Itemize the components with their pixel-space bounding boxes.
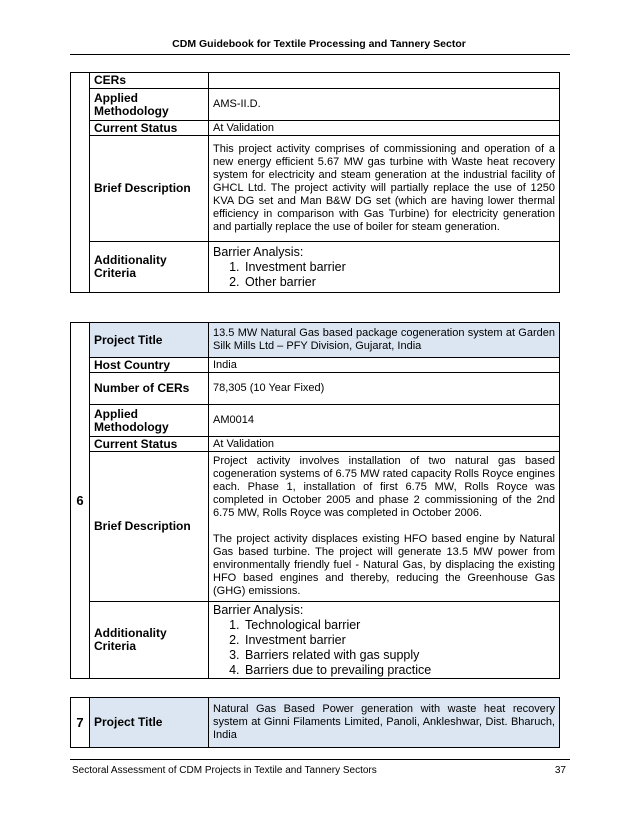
barrier-item: 2. Other barrier: [243, 275, 555, 290]
host-country-value: India: [209, 358, 560, 373]
additionality-criteria-value: [209, 602, 560, 679]
current-status-value: At Validation: [209, 121, 560, 136]
description-paragraph: Project activity involves installation of two natural gas based cogeneration systems of 6.75 MW rated capacity Rolls Royce engines each. Phase 1, installation of first 6.75 MW, Rolls Royce was completed in October 2005 and phase 2 commissioning of the 2nd 6.75 MW, Rolls Royce was completed in October 2006.: [213, 455, 555, 519]
description-paragraph: The project activity displaces existing HFO based engine by Natural Gas based turbine. The project will generate 13.5 MW power from environmentally friendly fuel - Natural Gas, by displacing the existing HFO based engines and thereby, reducing the Greenhouse Gas (GHG) emissions.: [213, 533, 555, 597]
project-number-cell: 7: [71, 698, 90, 748]
number-of-cers-value: [209, 73, 560, 89]
additionality-criteria-label: Additionality Criteria: [90, 242, 209, 293]
current-status-label: Current Status: [90, 121, 209, 136]
page-number: 37: [554, 765, 566, 776]
barrier-analysis-heading: Barrier Analysis:: [213, 602, 304, 617]
project-title-label: Project Title: [90, 323, 209, 358]
brief-description-value: This project activity comprises of commissioning and operation of a new energy efficient 5.67 MW gas turbine with Waste heat recovery system for electricity and steam generation at the industrial facility of GHCL Ltd. The project activity will partially replace the use of 1250 KVA DG set and Man B&W DG set (which are having lower thermal efficiency in comparison with Gas Turbine) for electricity generation and partially replace the use of boiler for steam generation.: [209, 136, 560, 242]
page-footer: Sectoral Assessment of CDM Projects in Textile and Tannery Sectors: [72, 765, 377, 776]
page-header: CDM Guidebook for Textile Processing and Tannery Sector: [172, 38, 466, 50]
applied-methodology-label: Applied Methodology: [90, 89, 209, 121]
project-title-value: 13.5 MW Natural Gas based package cogeneration system at Garden Silk Mills Ltd – PFY Division, Gujarat, India: [209, 323, 560, 358]
project-number-cell: [71, 73, 90, 293]
barrier-item: 3. Barriers related with gas supply: [243, 648, 555, 663]
header-rule: [70, 54, 570, 55]
barrier-list: [213, 260, 555, 290]
barrier-item: 4. Barriers due to prevailing practice: [243, 663, 555, 678]
number-of-cers-label: CERs: [90, 73, 209, 89]
project-title-label: Project Title: [90, 698, 209, 748]
number-of-cers-label: Number of CERs: [90, 373, 209, 405]
additionality-criteria-value: [209, 242, 560, 293]
brief-description-value: [209, 452, 560, 602]
applied-methodology-value: AM0014: [209, 405, 560, 437]
applied-methodology-value: AMS-II.D.: [209, 89, 560, 121]
project-table-6: [70, 322, 560, 679]
project-number-cell: 6: [71, 323, 90, 679]
brief-description-label: Brief Description: [90, 136, 209, 242]
current-status-label: Current Status: [90, 437, 209, 452]
project-title-value: Natural Gas Based Power generation with waste heat recovery system at Ginni Filaments Limited, Panoli, Ankleshwar, Dist. Bharuch, India: [209, 698, 560, 748]
footer-rule: [70, 759, 570, 760]
project-table-7: [70, 697, 560, 748]
number-of-cers-value: 78,305 (10 Year Fixed): [209, 373, 560, 405]
barrier-analysis-heading: Barrier Analysis:: [213, 244, 304, 259]
additionality-criteria-label: Additionality Criteria: [90, 602, 209, 679]
brief-description-label: Brief Description: [90, 452, 209, 602]
barrier-item: 1. Technological barrier: [243, 618, 555, 633]
barrier-item: 1. Investment barrier: [243, 260, 555, 275]
host-country-label: Host Country: [90, 358, 209, 373]
current-status-value: At Validation: [209, 437, 560, 452]
applied-methodology-label: Applied Methodology: [90, 405, 209, 437]
barrier-item: 2. Investment barrier: [243, 633, 555, 648]
barrier-list: [213, 618, 555, 678]
project-table-5-continued: [70, 72, 560, 293]
